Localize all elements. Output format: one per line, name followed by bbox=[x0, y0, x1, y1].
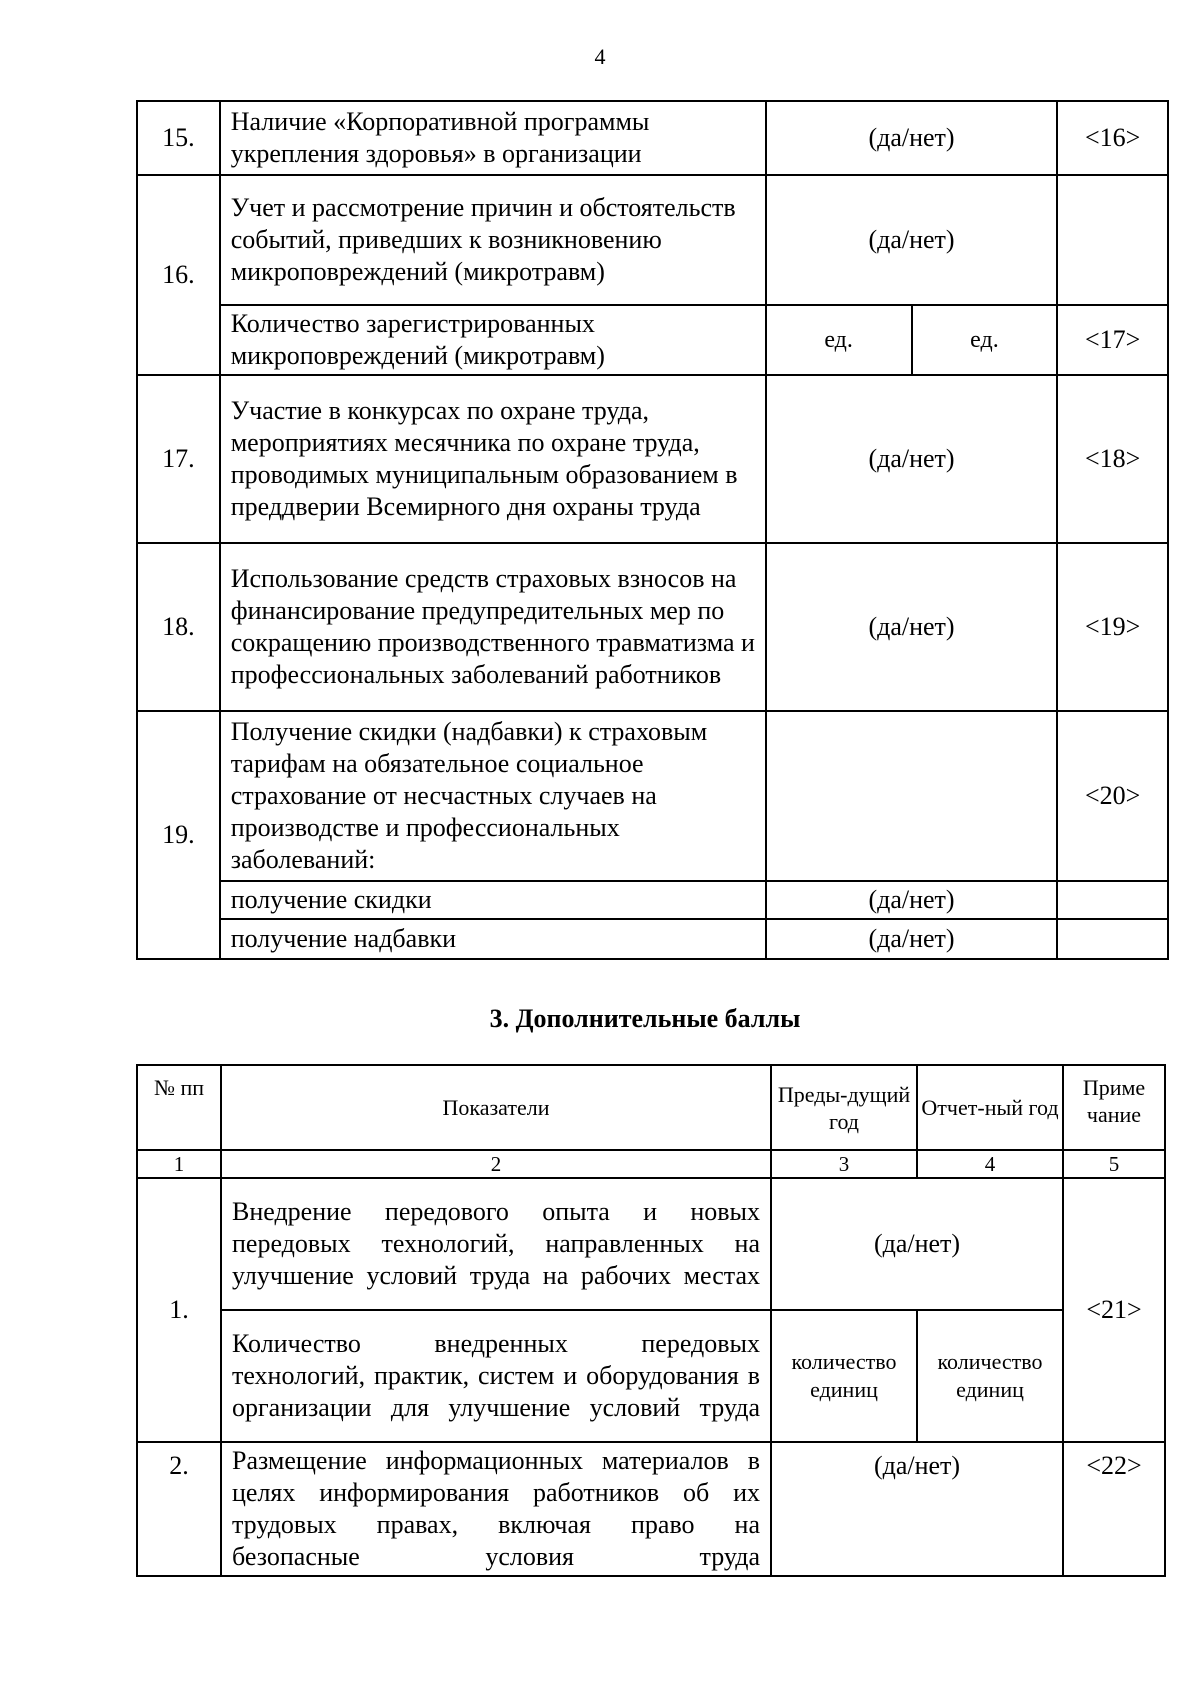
value-cell: (да/нет) bbox=[766, 175, 1058, 305]
value-cell: (да/нет) bbox=[766, 375, 1058, 543]
row-number: 1. bbox=[137, 1178, 221, 1442]
value-cell: (да/нет) bbox=[766, 919, 1058, 959]
indicator-text: Наличие «Корпоративной программы укрепления здоровья» в организации bbox=[220, 101, 766, 175]
additional-points-table bbox=[136, 1064, 1166, 1577]
indicator-text-body: Внедрение передового опыта и новых передовых технологий, направленных на улучшение условий труда на рабочих местах bbox=[232, 1197, 760, 1290]
unit-cell: ед. bbox=[912, 305, 1058, 375]
note-cell: <21> bbox=[1063, 1178, 1165, 1442]
indicator-text: Использование средств страховых взносов на финансирование предупредительных мер по сокращению производственного травматизма и профессиональных заболеваний работников bbox=[220, 543, 766, 711]
header-report-year: Отчет-ный год bbox=[917, 1065, 1063, 1150]
table-row bbox=[137, 1310, 1165, 1442]
note-cell: <20> bbox=[1057, 711, 1168, 881]
page-number: 4 bbox=[594, 44, 606, 69]
section-title: 3. Дополнительные баллы bbox=[489, 1004, 801, 1033]
table-row bbox=[137, 175, 1168, 305]
value-cell: (да/нет) bbox=[766, 543, 1058, 711]
column-number: 5 bbox=[1063, 1150, 1165, 1178]
table-row bbox=[137, 543, 1168, 711]
table-row bbox=[137, 1178, 1165, 1310]
table-row bbox=[137, 375, 1168, 543]
value-cell: (да/нет) bbox=[766, 101, 1058, 175]
header-num: № пп bbox=[137, 1065, 221, 1150]
indicator-text-body: Количество внедренных передовых технологий, практик, систем и оборудования в организации для улучшение условий труда bbox=[232, 1329, 760, 1422]
header-note: Приме чание bbox=[1063, 1065, 1165, 1150]
indicator-text bbox=[221, 1178, 771, 1310]
column-number: 2 bbox=[221, 1150, 771, 1178]
value-cell: (да/нет) bbox=[771, 1178, 1063, 1310]
value-cell bbox=[766, 711, 1058, 881]
indicator-text: Получение скидки (надбавки) к страховым тарифам на обязательное социальное страхование от несчастных случаев на производстве и профессиональных заболеваний: bbox=[220, 711, 766, 881]
row-number: 18. bbox=[137, 543, 220, 711]
row-number: 19. bbox=[137, 711, 220, 959]
table-row bbox=[137, 305, 1168, 375]
row-number: 15. bbox=[137, 101, 220, 175]
note-cell bbox=[1057, 881, 1168, 919]
note-cell: <16> bbox=[1057, 101, 1168, 175]
header-prev-year: Преды-дущий год bbox=[771, 1065, 917, 1150]
column-number-row bbox=[137, 1150, 1165, 1178]
note-cell bbox=[1057, 175, 1168, 305]
note-cell bbox=[1057, 919, 1168, 959]
indicator-text: получение надбавки bbox=[220, 919, 766, 959]
note-cell: <17> bbox=[1057, 305, 1168, 375]
table-row bbox=[137, 881, 1168, 919]
row-number: 2. bbox=[137, 1442, 221, 1576]
table-row bbox=[137, 1442, 1165, 1576]
column-number: 3 bbox=[771, 1150, 917, 1178]
header-row bbox=[137, 1065, 1165, 1150]
indicator-text-body: Размещение информационных материалов в целях информирования работников об их трудовых правах, включая право на безопасные условия труда bbox=[232, 1446, 760, 1571]
note-cell: <19> bbox=[1057, 543, 1168, 711]
indicator-text: Учет и рассмотрение причин и обстоятельств событий, приведших к возникновению микроповреждений (микротравм) bbox=[220, 175, 766, 305]
quantity-cell: количество единиц bbox=[917, 1310, 1063, 1442]
column-number: 4 bbox=[917, 1150, 1063, 1178]
header-indicators: Показатели bbox=[221, 1065, 771, 1150]
row-number: 17. bbox=[137, 375, 220, 543]
column-number: 1 bbox=[137, 1150, 221, 1178]
indicator-text: Участие в конкурсах по охране труда, мероприятиях месячника по охране труда, проводимых муниципальным образованием в преддверии Всемирного дня охраны труда bbox=[220, 375, 766, 543]
indicator-text: получение скидки bbox=[220, 881, 766, 919]
indicators-table-continued bbox=[136, 100, 1169, 960]
row-number: 16. bbox=[137, 175, 220, 375]
table-row bbox=[137, 919, 1168, 959]
table-row bbox=[137, 101, 1168, 175]
value-cell: (да/нет) bbox=[766, 881, 1058, 919]
table-row bbox=[137, 711, 1168, 881]
value-cell: (да/нет) bbox=[771, 1442, 1063, 1576]
unit-cell: ед. bbox=[766, 305, 912, 375]
note-cell: <22> bbox=[1063, 1442, 1165, 1576]
indicator-text bbox=[221, 1442, 771, 1576]
quantity-cell: количество единиц bbox=[771, 1310, 917, 1442]
note-cell: <18> bbox=[1057, 375, 1168, 543]
indicator-text bbox=[221, 1310, 771, 1442]
indicator-text: Количество зарегистрированных микроповреждений (микротравм) bbox=[220, 305, 766, 375]
